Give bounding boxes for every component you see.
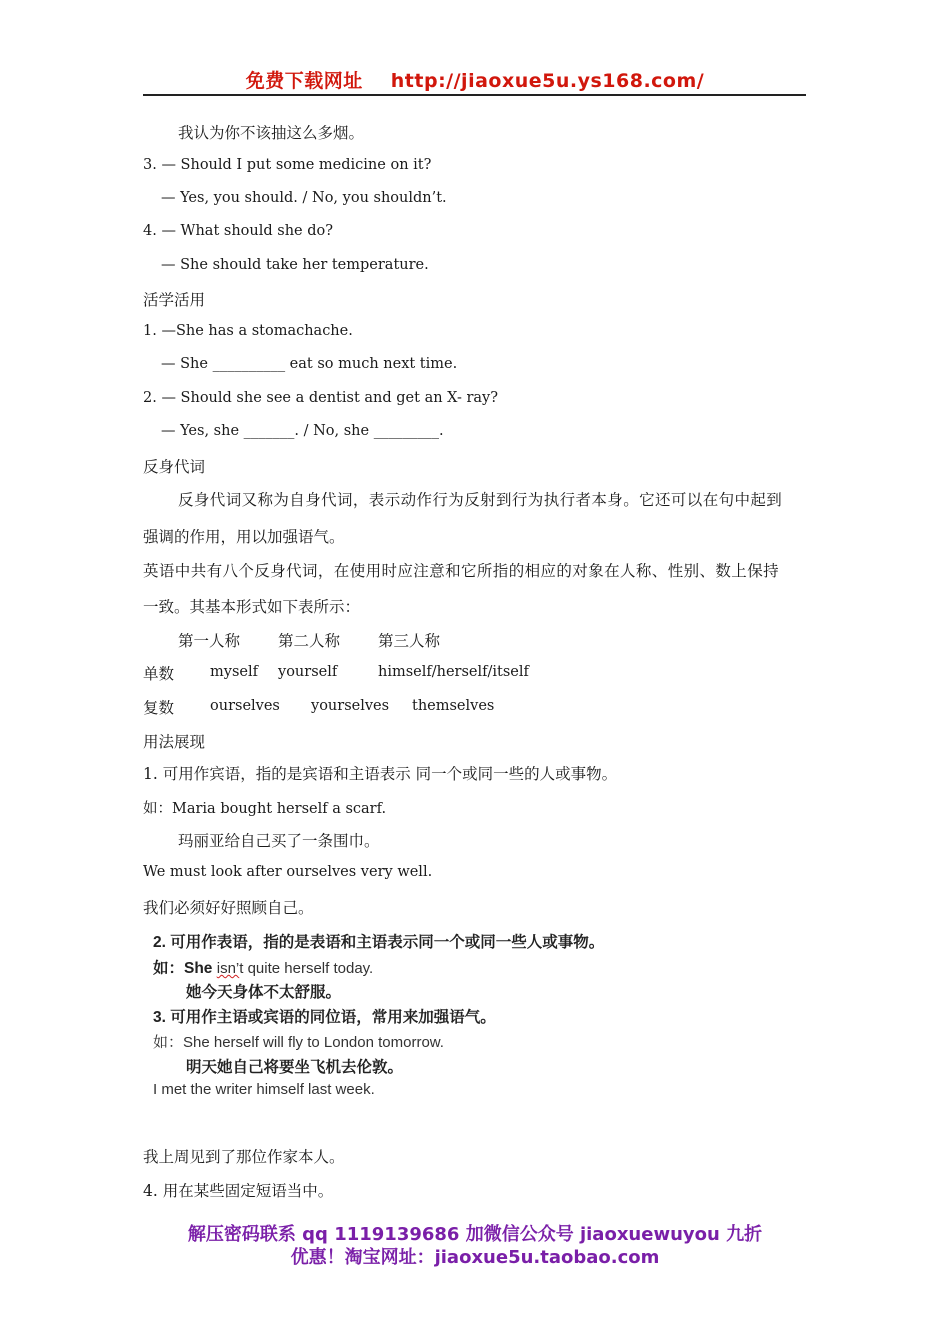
table-header-second: 第二人称 xyxy=(278,632,341,650)
footer-line-2: 优惠！淘宝网址：jiaoxue5u.taobao.com xyxy=(290,1247,660,1268)
footer-line-1: 解压密码联系 qq 1119139686 加微信公众号 jiaoxuewuyou 九折 xyxy=(187,1224,763,1245)
text-line-2: 3. — Should I put some medicine on it? xyxy=(143,157,432,173)
table-cell-singular-third: himself/herself/itself xyxy=(378,664,529,680)
section-heading-practice: 活学活用 xyxy=(143,291,206,309)
text-line-5: — She should take her temperature. xyxy=(161,257,429,273)
text-line-10: — Yes, she _______. / No, she _________. xyxy=(161,423,444,439)
image-line-translation-3: 明天她自己将要坐飞机去伦敦。 xyxy=(186,1059,404,1076)
usage-example-2: We must look after ourselves very well. xyxy=(143,864,433,880)
table-cell-plural-third: themselves xyxy=(412,698,495,714)
text-line-4: 4. — What should she do? xyxy=(143,223,334,239)
image-line-usage-3: 3. 可用作主语或宾语的同位语，常用来加强语气。 xyxy=(153,1009,496,1026)
usage-point-4: 4. 用在某些固定短语当中。 xyxy=(143,1182,334,1200)
table-header-third: 第三人称 xyxy=(378,632,441,650)
text-line-15: 一致。其基本形式如下表所示： xyxy=(143,598,361,616)
image-line-example-2 xyxy=(153,956,373,978)
usage-example-1: 如：Maria bought herself a scarf. xyxy=(143,801,387,817)
section-heading-reflexive: 反身代词 xyxy=(143,458,206,476)
text-line-9: 2. — Should she see a dentist and get an X- ray? xyxy=(143,390,499,406)
table-row-label-plural: 复数 xyxy=(143,699,175,717)
after-translation: 我上周见到了那位作家本人。 xyxy=(143,1148,345,1166)
section-heading-usage: 用法展现 xyxy=(143,733,206,751)
embedded-image-block xyxy=(143,918,663,1116)
image-line-translation-2: 她今天身体不太舒服。 xyxy=(186,984,342,1001)
table-header-first: 第一人称 xyxy=(178,632,241,650)
image-line-example-3: 如：She herself will fly to London tomorrow. xyxy=(153,1034,444,1051)
image-line-example-4: I met the writer himself last week. xyxy=(153,1081,375,1098)
usage-translation-2: 我们必须好好照顾自己。 xyxy=(143,899,314,917)
image-spellcheck-word: isn’ xyxy=(216,960,240,977)
table-cell-plural-second: yourselves xyxy=(311,698,390,714)
header-site-label: 免费下载网址 xyxy=(245,70,363,92)
table-cell-plural-first: ourselves xyxy=(210,698,280,714)
header-url[interactable]: http://jiaoxue5u.ys168.com/ xyxy=(390,70,705,92)
usage-translation-1: 玛丽亚给自己买了一条围巾。 xyxy=(178,832,380,850)
text-line-12: 反身代词又称为自身代词，表示动作行为反射到行为执行者本身。它还可以在句中起到 xyxy=(178,491,783,509)
table-row-label-singular: 单数 xyxy=(143,665,175,683)
table-cell-singular-first: myself xyxy=(210,664,258,680)
text-line-14: 英语中共有八个反身代词，在使用时应注意和它所指的相应的对象在人称、性别、数上保持 xyxy=(143,562,780,580)
page-header xyxy=(0,66,950,93)
usage-point-1: 1. 可用作宾语，指的是宾语和主语表示 同一个或同一些的人或事物。 xyxy=(143,765,618,783)
text-line-3: — Yes, you should. / No, you shouldn’t. xyxy=(161,190,447,206)
text-line-7: 1. —She has a stomachache. xyxy=(143,323,353,339)
table-cell-singular-second: yourself xyxy=(278,664,338,680)
text-line-8: — She __________ eat so much next time. xyxy=(161,356,458,372)
image-example-suffix: t quite herself today. xyxy=(239,960,374,977)
text-line-13: 强调的作用，用以加强语气。 xyxy=(143,528,345,546)
image-example-prefix: 如：She xyxy=(153,960,217,977)
image-line-usage-2: 2. 可用作表语，指的是表语和主语表示同一个或同一些人或事物。 xyxy=(153,934,605,951)
header-divider xyxy=(143,94,806,96)
text-line-1: 我认为你不该抽这么多烟。 xyxy=(178,124,365,142)
